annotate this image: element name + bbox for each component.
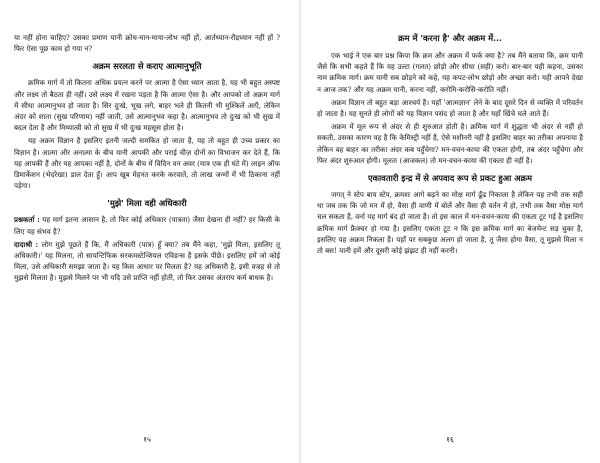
question-paragraph — [14, 214, 280, 236]
dadashri-label: दादाश्री : — [14, 239, 39, 249]
left-section-heading-1: अक्रम सरलता से कराए आत्मानुभूति — [92, 61, 202, 72]
right-paragraph-1: एक भाई ने एक बार प्रश्न किया कि क्रम और अक्रम में फर्क क्या है? तब मैंने बताया कि, क्रम यानी जैसे कि सभी कहते हैं कि यह उल्टा (गलत) छोड़ो और सीधा (सही) करो। बार-बार यही कहना, उसका नाम क्रमिक मार्ग। क्रम यानी सब छोड़ने को कहे, यह कपट-लोभ छोड़ो और अच्छा करो। यही आपने देखा न आज तक? और यह अक्रम यानी, करना नहीं, करोमि-करोसि-करोति नहीं। — [317, 51, 583, 94]
left-section1-paragraph-1: क्रमिक मार्ग में तो कितना अधिक प्रयत्न करने पर आत्मा है ऐसा ध्यान आता है, यह भी बहुत अस्पष्ट और लक्ष्य तो बैठता ही नहीं। उसे लक्ष्य में रखना पड़ता है कि आत्मा ऐसा है। और आपको तो अक्रम मार्ग में सीधा आत्मानुभव हो जाता है। सिर दुःखे, भूख लगे, बाहर भले ही कितनी भी मुश्किलें आएँ, लेकिन अंदर को शाता (सुख परिणाम) नहीं जाती, उसे आत्मानुभव कहा है। आत्मानुभव तो दुःख को भी सुख में बदल देता है और मिथ्यात्वी को तो सुख में भी दुःख महसूस होता है। — [14, 78, 280, 133]
book-gutter — [298, 0, 302, 463]
right-page-number: १६ — [446, 435, 454, 444]
right-section-heading-1: क्रम में 'करना है' और अक्रम में... — [398, 33, 502, 43]
left-page — [8, 0, 286, 463]
right-paragraph-2: अक्रम विज्ञान तो बहुत बड़ा आश्चर्य है। यहाँ 'आत्मज्ञान' लेने के बाद दूसरे दिन से व्यक्ति में परिवर्तन हो जाता है। यह सुनते ही लोगों को यह विज्ञान पसंद हो जाता है और यहाँ खिंचे चले आते हैं। — [317, 97, 583, 119]
answer-text: लोग मुझे पूछते हैं कि, मैं अधिकारी (पात्र) हूँ क्या? तब मैंने कहा, 'मुझे मिला, इसलिए तू अधिकारी।' यह मिलना, तो सायन्टिफिक सरकमस्टेन्शियल एविडन्स है इसके पीछे। इसलिए हमें जो कोई मिला, उसे अधिकारी समझा जाता है। यह किस आधार पर मिलता है? यह अधिकारी है, इसी वजह से तो मुझसे मिलता है। मुझसे मिलने पर भी यदि उसे प्राप्ति नहीं होती, तो फिर उसका अंतराय कर्म बाधक है। — [14, 239, 281, 283]
left-section-heading-2: 'मुझे' मिला वही अधिकारी — [107, 198, 187, 209]
left-page-number: १५ — [143, 435, 151, 444]
left-section1-paragraph-2: यह अक्रम विज्ञान है इसलिए इतनी जल्दी समकित हो जाता है, यह तो बहुत ही उच्च प्रकार का विज्ञान है। आत्मा और अनात्मा के बीच यानी आपकी और पराई चीज़ दोनों का विभाजन कर देते हैं, कि यह आपकी हैं और यह आपका नहीं है, दोनों के बीच में विदिन वन अवर (मात्र एक ही घंटे में) लाइन ऑफ डिमार्केशन (भेदरेखा) डाल देता हूँ। आप खूब मेहनत करके करवाते, तो लाख जन्मों में भी ठिकाना नहीं पड़ेगा। — [14, 136, 280, 191]
question-text: यह मार्ग इतना आसान है, तो फिर कोई अधिकार (पात्रता) जैसा देखना ही नहीं? हर किसी के लिए यह संभव है? — [14, 215, 280, 236]
left-intro-paragraph: या नहीं होना चाहिए? उसका प्रमाण यानी क्रोध-मान-माया-लोभ नहीं हों, आर्तध्यान-रौद्रध्यान नहीं हों ? फिर ऐसा पूछ काम हो गया न? — [14, 33, 280, 54]
right-paragraph-3: अक्रम में मूल रूप से अंदर से ही शुरुआत होती है। क्रमिक मार्ग में शुद्धता भी अंदर से नहीं हो सकती, उसका कारण यह है कि केमिस्ट्री नहीं है, ऐसे मशीनरी नहीं है इसलिए बाहर का तरीका अपनाया है लेकिन वह बाहर का तरीका अंदर कब पहुँचेगा? मन-वचन-काया की एकता होगी, तब अंदर पहुँचेगा और फिर अंदर शुरुआत होगी। मूलतः (आजकल) तो मन-वचन-काया की एकता ही नहीं है। — [317, 122, 583, 165]
right-page — [311, 0, 589, 463]
right-paragraph-4: जगत् ने स्टेप बाय स्टेप, क्रमशः आगे बढ़ने का मोक्ष मार्ग ढूँढ निकाला है लेकिन यह तभी तक सही था जब तक कि जो मन में हो, वैसा ही वाणी में बोलें और वैसा ही वर्तन में हो, तभी तक वैसा मोक्ष मार्ग चल सकता है, वर्ना यह मार्ग बंद हो जाता है। तो इस काल में मन-वचन-काया की एकता टूट गई है इसलिए क्रमिक मार्ग फ्रैक्चर हो गया है। इसलिए एकता टूट न कि इस क्रमिक मार्ग का बेजमेन्ट सड़ चुका है, इसलिए यह अक्रम निकला है। यहाँ पर सबकुछ अलग हो जाता है, तू जैसा होगा वैसा, तू मुझसे मिला न तो बस! यानी हमें और दूसरी कोई झंझट ही नहीं करनी। — [317, 190, 583, 256]
right-section-heading-2: एकावतारी इन्द्र में से अपवाद रूप से प्रकट हुआ अक्रम — [367, 173, 533, 184]
questioner-label: प्रश्नकर्ता : — [14, 215, 40, 225]
answer-paragraph — [14, 239, 280, 284]
